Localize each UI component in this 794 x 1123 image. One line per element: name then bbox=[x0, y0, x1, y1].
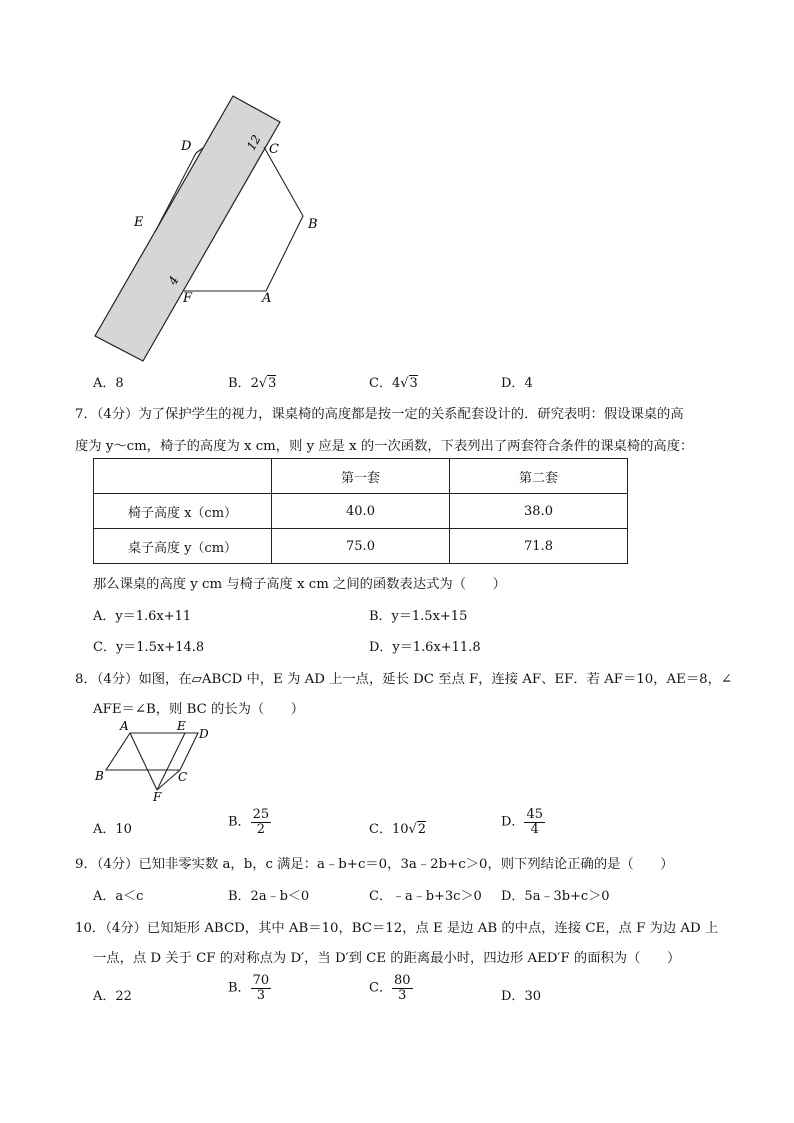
q8-option-b[interactable]: B． $\frac{25}{2}$ bbox=[228, 807, 270, 837]
parallelogram-abcd bbox=[106, 733, 198, 770]
q8-label-b: B bbox=[95, 769, 104, 783]
q7-line3: 那么课桌的高度 y cm 与椅子高度 x cm 之间的函数表达式为（ ） bbox=[93, 577, 506, 592]
q8-label-f: F bbox=[153, 790, 162, 804]
q6-label-e: E bbox=[134, 215, 144, 230]
segment-af bbox=[130, 733, 157, 790]
q8-label-e: E bbox=[177, 719, 186, 733]
table-row bbox=[94, 459, 628, 494]
q7-option-b[interactable]: B．y＝1.5x+15 bbox=[369, 609, 468, 624]
table-cell: 71.8 bbox=[450, 529, 628, 564]
q7-option-c[interactable]: C．y＝1.5x+14.8 bbox=[93, 640, 205, 655]
q7-option-d[interactable]: D．y＝1.6x+11.8 bbox=[369, 640, 481, 655]
q8-figure bbox=[88, 718, 218, 804]
q6-option-a[interactable]: A．8 bbox=[93, 376, 124, 391]
q7-line1: 7．（4分）为了保护学生的视力，课桌椅的高度都是按一定的关系配套设计的．研究表明：假设课桌的高 bbox=[75, 407, 684, 422]
q6-label-c: C bbox=[269, 142, 279, 157]
q6-label-a: A bbox=[262, 291, 272, 306]
table-row bbox=[94, 494, 628, 529]
table-header-blank bbox=[94, 459, 272, 494]
q8-label-c: C bbox=[178, 770, 188, 784]
q6-option-b[interactable]: B．2√3 bbox=[228, 376, 277, 391]
table-header-set2: 第二套 bbox=[450, 459, 628, 494]
q10-line1: 10．（4分）已知矩形 ABCD，其中 AB＝10，BC＝12，点 E 是边 AB 的中点，连接 CE，点 F 为边 AD 上 bbox=[75, 921, 719, 936]
q6-figure bbox=[0, 0, 794, 380]
segment-cf bbox=[157, 770, 180, 790]
q9-option-a[interactable]: A．a＜c bbox=[93, 889, 144, 904]
table-cell: 桌子高度 y（cm） bbox=[94, 529, 272, 564]
q8-option-d[interactable]: D． $\frac{45}{4}$ bbox=[501, 807, 543, 837]
q10-option-a[interactable]: A．22 bbox=[93, 989, 132, 1004]
q6-option-d[interactable]: D．4 bbox=[501, 376, 533, 391]
q10-line2: 一点，点 D 关于 CF 的对称点为 D′，当 D′到 CE 的距离最小时，四边形 AED′F 的面积为（ ） bbox=[93, 951, 681, 966]
fraction: $\frac{70}{3}$ bbox=[252, 973, 270, 1003]
q8-label-d: D bbox=[199, 727, 209, 741]
ruler-mark-12: 12 bbox=[243, 132, 264, 153]
table-cell: 椅子高度 x（cm） bbox=[94, 494, 272, 529]
table-cell: 75.0 bbox=[272, 529, 450, 564]
q6-label-f: F bbox=[183, 291, 193, 306]
q9-option-d[interactable]: D．5a﹣3b+c＞0 bbox=[501, 889, 610, 904]
q7-option-a[interactable]: A．y＝1.6x+11 bbox=[93, 609, 192, 624]
q8-line2: AFE＝∠B，则 BC 的长为（ ） bbox=[93, 702, 305, 717]
q6-label-d: D bbox=[181, 139, 192, 154]
q8-option-a[interactable]: A．10 bbox=[93, 822, 132, 837]
q9-line1: 9．（4分）已知非零实数 a，b，c 满足：a﹣b+c＝0，3a﹣2b+c＞0，则下列结论正确的是（ ） bbox=[75, 857, 674, 872]
q8-line1: 8．（4分）如图，在▱ABCD 中，E 为 AD 上一点，延长 DC 至点 F，连接 AF、EF．若 AF＝10，AE＝8，∠ bbox=[75, 672, 733, 687]
q10-option-c[interactable]: C． $\frac{80}{3}$ bbox=[369, 973, 411, 1003]
table-header-set1: 第一套 bbox=[272, 459, 450, 494]
q6-option-c[interactable]: C．4√3 bbox=[369, 376, 418, 391]
q10-option-b[interactable]: B． $\frac{70}{3}$ bbox=[228, 973, 270, 1003]
q9-option-b[interactable]: B．2a﹣b＜0 bbox=[228, 889, 310, 904]
q8-label-a: A bbox=[120, 719, 129, 733]
fraction: $\frac{25}{2}$ bbox=[252, 807, 270, 837]
q9-option-c[interactable]: C．﹣a﹣b+3c＞0 bbox=[369, 889, 482, 904]
fraction: $\frac{45}{4}$ bbox=[526, 807, 543, 837]
table-cell: 40.0 bbox=[272, 494, 450, 529]
fraction: $\frac{80}{3}$ bbox=[393, 973, 411, 1003]
q6-label-b: B bbox=[308, 217, 318, 232]
height-table bbox=[93, 458, 628, 564]
ruler-mark-4: 4 bbox=[165, 273, 182, 288]
q8-option-c[interactable]: C．10√2 bbox=[369, 822, 427, 837]
q10-option-d[interactable]: D．30 bbox=[501, 989, 541, 1004]
table-cell: 38.0 bbox=[450, 494, 628, 529]
table-row bbox=[94, 529, 628, 564]
q7-line2: 度为 y～cm，椅子的高度为 x cm，则 y 应是 x 的一次函数，下表列出了两套符合条件的课桌椅的高度： bbox=[75, 439, 694, 454]
